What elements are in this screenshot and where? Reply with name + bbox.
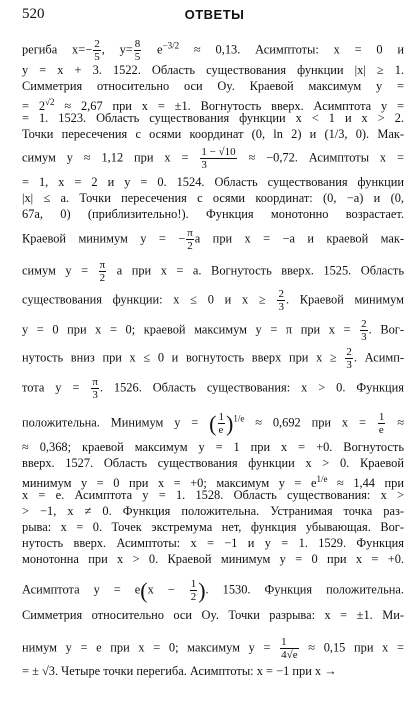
fraction: $\frac{\pi}{3}$ — [92, 376, 98, 401]
text-run: Симметрия относительно оси Oy. Краевой максимум y = — [22, 79, 404, 93]
text-run: = 1, x = 2 и y = 0. 1524. Область существования функции — [22, 175, 404, 189]
text-line: Асимптота y = e(x − $\frac{1}{2}$ ). 1530. Функция положительна. — [22, 578, 404, 603]
text-line — [22, 38, 404, 63]
page-number: 520 — [22, 6, 45, 22]
text-line — [22, 536, 404, 551]
superscript: 1/e — [233, 413, 245, 424]
text-run: Точки пересечения с осями координат (0, ln 2) и (1/3, 0). Мак- — [22, 127, 404, 141]
text-run: y = 0 при x = 0; краевой максимум y = π при x = — [22, 322, 360, 337]
text-line — [22, 227, 404, 252]
text-line — [22, 146, 404, 171]
fraction: $\frac{1}{e}$ — [378, 411, 385, 436]
text-run: нутость вниз при x ≤ 0 и вогнутость вверх при x ≥ — [22, 350, 345, 365]
fraction: $\frac{2}{3}$ — [346, 346, 352, 371]
text-line: положительна. Минимум y = ( $\frac{1}{e}$ )$^{1/e}$ ≈ 0,692 при x = $\frac{1}{e}$ ≈ — [22, 411, 404, 436]
text-line — [22, 520, 404, 535]
text-line — [22, 456, 404, 471]
text-run: Асимптота y = e — [22, 582, 141, 597]
text-line — [22, 175, 404, 190]
text-run: симум y ≈ 1,12 при x = — [22, 150, 200, 165]
text-run: . Краевой минимум — [285, 292, 404, 307]
fraction: $\frac{\pi}{2}$ — [187, 227, 193, 252]
superscript: 1/e — [316, 474, 328, 484]
text-line — [22, 191, 404, 206]
text-line — [22, 608, 404, 623]
superscript: √2 — [45, 97, 55, 107]
text-run: . Асимп- — [353, 350, 404, 365]
fraction: $\frac{\pi}{2}$ — [99, 259, 106, 284]
text-line — [22, 552, 404, 567]
text-line — [22, 504, 404, 519]
text-run: нимум y = e при x = 0; максимум y = — [22, 640, 280, 655]
text-run: x = e. Асимптота y = 1. 1528. Область существования: x > — [22, 488, 404, 502]
text-run: = ± √3. Четыре точки перегиба. Асимптоты: x = −1 при x → — [22, 664, 337, 678]
text-line — [22, 636, 404, 661]
text-line — [22, 664, 404, 679]
text-run: положительна. Минимум y = — [22, 415, 210, 430]
text-run: ≈ 1,44 при — [327, 476, 404, 490]
text-run: ≈ — [386, 415, 404, 430]
text-run: , y= — [101, 42, 133, 57]
text-line — [22, 259, 404, 284]
text-run: нутость вверх. Асимптоты: x = −1 и y = 1. 1529. Функция — [22, 536, 404, 550]
text-line — [22, 346, 404, 371]
superscript: −3/2 — [162, 40, 180, 51]
text-line — [22, 63, 404, 78]
fraction: $\frac{1 - √10}{3}$ — [201, 146, 236, 171]
text-run: x=− — [72, 42, 93, 57]
text-run: Симметрия относительно оси Oy. Точки разрыва: x = ±1. Ми- — [22, 608, 404, 622]
text-run: существования функции: x ≤ 0 и x ≥ — [22, 292, 277, 307]
text-line — [22, 440, 404, 455]
page-title: ОТВЕТЫ — [184, 7, 245, 22]
text-run: монотонна при x > 0. Краевой минимум y = 0 при x = +0. — [22, 552, 404, 566]
text-line — [22, 488, 404, 503]
text-run: a при x = a. Вогнутость вверх. 1525. Область — [107, 263, 404, 278]
fraction: $\frac{1}{e}$ — [218, 411, 224, 436]
page-header — [22, 6, 407, 28]
fraction: $\frac{2}{5}$ — [94, 38, 100, 63]
text-run: = 1. 1523. Область существования функции x < 1 и x > 2. — [22, 111, 404, 125]
text-run: ≈ −0,72. Асимптоты x = — [237, 150, 404, 165]
text-run: симум y = — [22, 263, 98, 278]
text-line — [22, 207, 404, 222]
text-run: Краевой минимум y = − — [22, 231, 186, 246]
fraction: $\frac{2}{3}$ — [361, 318, 367, 343]
fraction: $\frac{2}{3}$ — [278, 288, 284, 313]
text-run: |x| ≤ a. Точки пересечения с осями координат: (0, −a) и (0, — [22, 191, 404, 205]
fraction: $\frac{8}{5}$ — [134, 38, 141, 63]
text-run: ≈ 0,15 при x = — [299, 640, 404, 655]
text-run: = 2 — [22, 99, 46, 113]
text-line — [22, 79, 404, 94]
text-run: e — [142, 42, 163, 57]
fraction: $\frac{1}{4√e}$ — [281, 636, 298, 661]
fraction: $\frac{1}{2}$ — [190, 578, 197, 603]
text-run: ≈ 0,13. Асимптоты: x = 0 и — [179, 42, 404, 57]
text-run: ≈ 0,368; краевой максимум y = 1 при x = +0. Вогнутость — [22, 440, 404, 454]
text-run: 67a, 0) (приблизительно!). Функция монотонно возрастает. — [22, 207, 404, 221]
text-line — [22, 111, 404, 126]
text-run: тота y = — [22, 380, 91, 395]
text-run: . 1530. Функция положительна. — [205, 582, 404, 597]
text-run: ≈ 0,692 при x = — [244, 415, 377, 430]
text-line — [22, 127, 404, 142]
text-run: . 1526. Область существования: x > 0. Функция — [99, 380, 404, 395]
text-run: ≈ 2,67 при x = ±1. Вогнутость вверх. Асимптота y = — [54, 99, 404, 113]
text-run: a при x = −a и краевой мак- — [194, 231, 404, 246]
text-line — [22, 288, 404, 313]
text-run: x − — [147, 582, 189, 597]
text-line — [22, 376, 404, 401]
text-run: . Вог- — [368, 322, 404, 337]
text-run: региба — [22, 42, 73, 57]
text-line — [22, 318, 404, 343]
text-run: > −1, x ≠ 0. Функция положительна. Устранимая точка раз- — [22, 504, 404, 518]
text-run: минимум y = 0 при x = +0; максимум y = e — [22, 476, 317, 490]
text-run: рыва: x = 0. Точек экстремума нет, функция убывающая. Вог- — [22, 520, 404, 534]
text-run: y = x + 3. 1522. Область существования функции |x| ≥ 1. — [22, 63, 404, 77]
text-run: вверх. 1527. Область существования функции x > 0. Краевой — [22, 456, 404, 470]
